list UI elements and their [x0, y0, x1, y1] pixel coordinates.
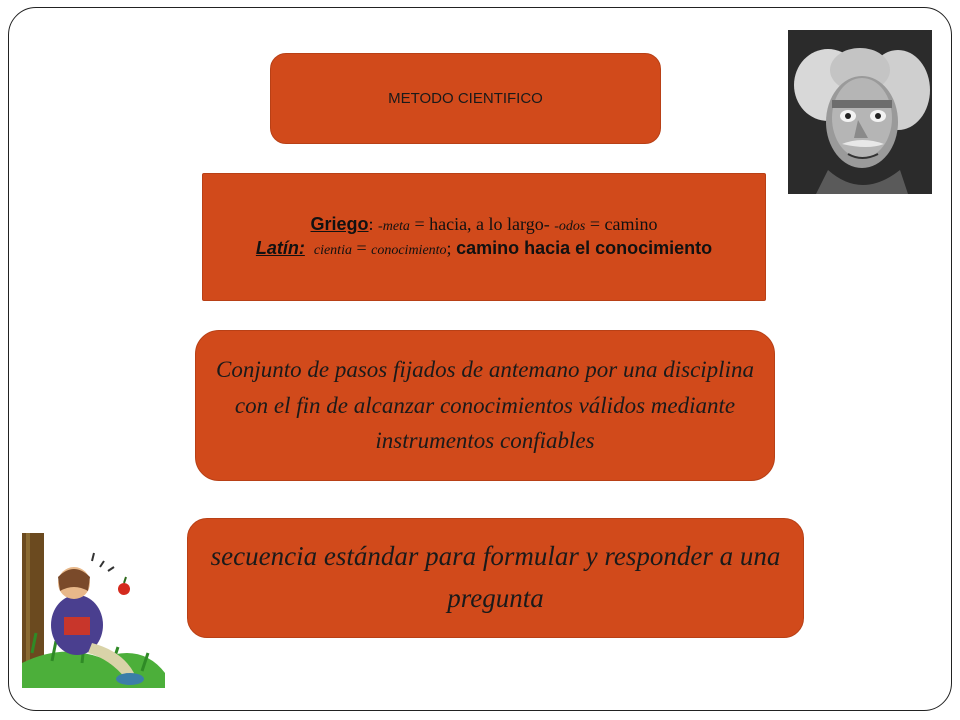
slide-title: METODO CIENTIFICO — [388, 90, 543, 107]
newton-apple-tree-icon — [22, 533, 165, 688]
sequence-box — [187, 518, 804, 638]
portrait-svg — [788, 30, 932, 194]
clipart-svg — [22, 533, 165, 688]
greek-sep: : — [368, 214, 379, 235]
latin-sep: ; — [446, 238, 457, 258]
sequence-text: secuencia estándar para formular y responder a una pregunta — [210, 541, 781, 613]
latin-label: Latín: — [255, 238, 305, 258]
greek-odos-meaning: = camino — [585, 214, 658, 235]
definition-box — [195, 330, 775, 481]
greek-meta-meaning: = hacia, a lo largo- — [409, 214, 555, 235]
latin-summary: camino hacia el conocimiento — [456, 238, 713, 258]
greek-meta: -meta — [378, 219, 410, 235]
title-box — [270, 53, 661, 144]
latin-line — [256, 237, 712, 261]
latin-conocimiento: conocimiento — [371, 243, 447, 258]
einstein-portrait-icon — [788, 30, 932, 194]
greek-odos: -odos — [554, 219, 586, 235]
greek-label: Griego — [310, 214, 369, 235]
etymology-box — [202, 173, 766, 301]
definition-text: Conjunto de pasos fijados de antemano por una disciplina con el fin de alcanzar conocimientos válidos mediante instrumentos confiables — [216, 357, 754, 454]
greek-line — [311, 213, 658, 237]
latin-cientia: cientia — [313, 243, 352, 258]
latin-eq: = — [351, 238, 372, 258]
